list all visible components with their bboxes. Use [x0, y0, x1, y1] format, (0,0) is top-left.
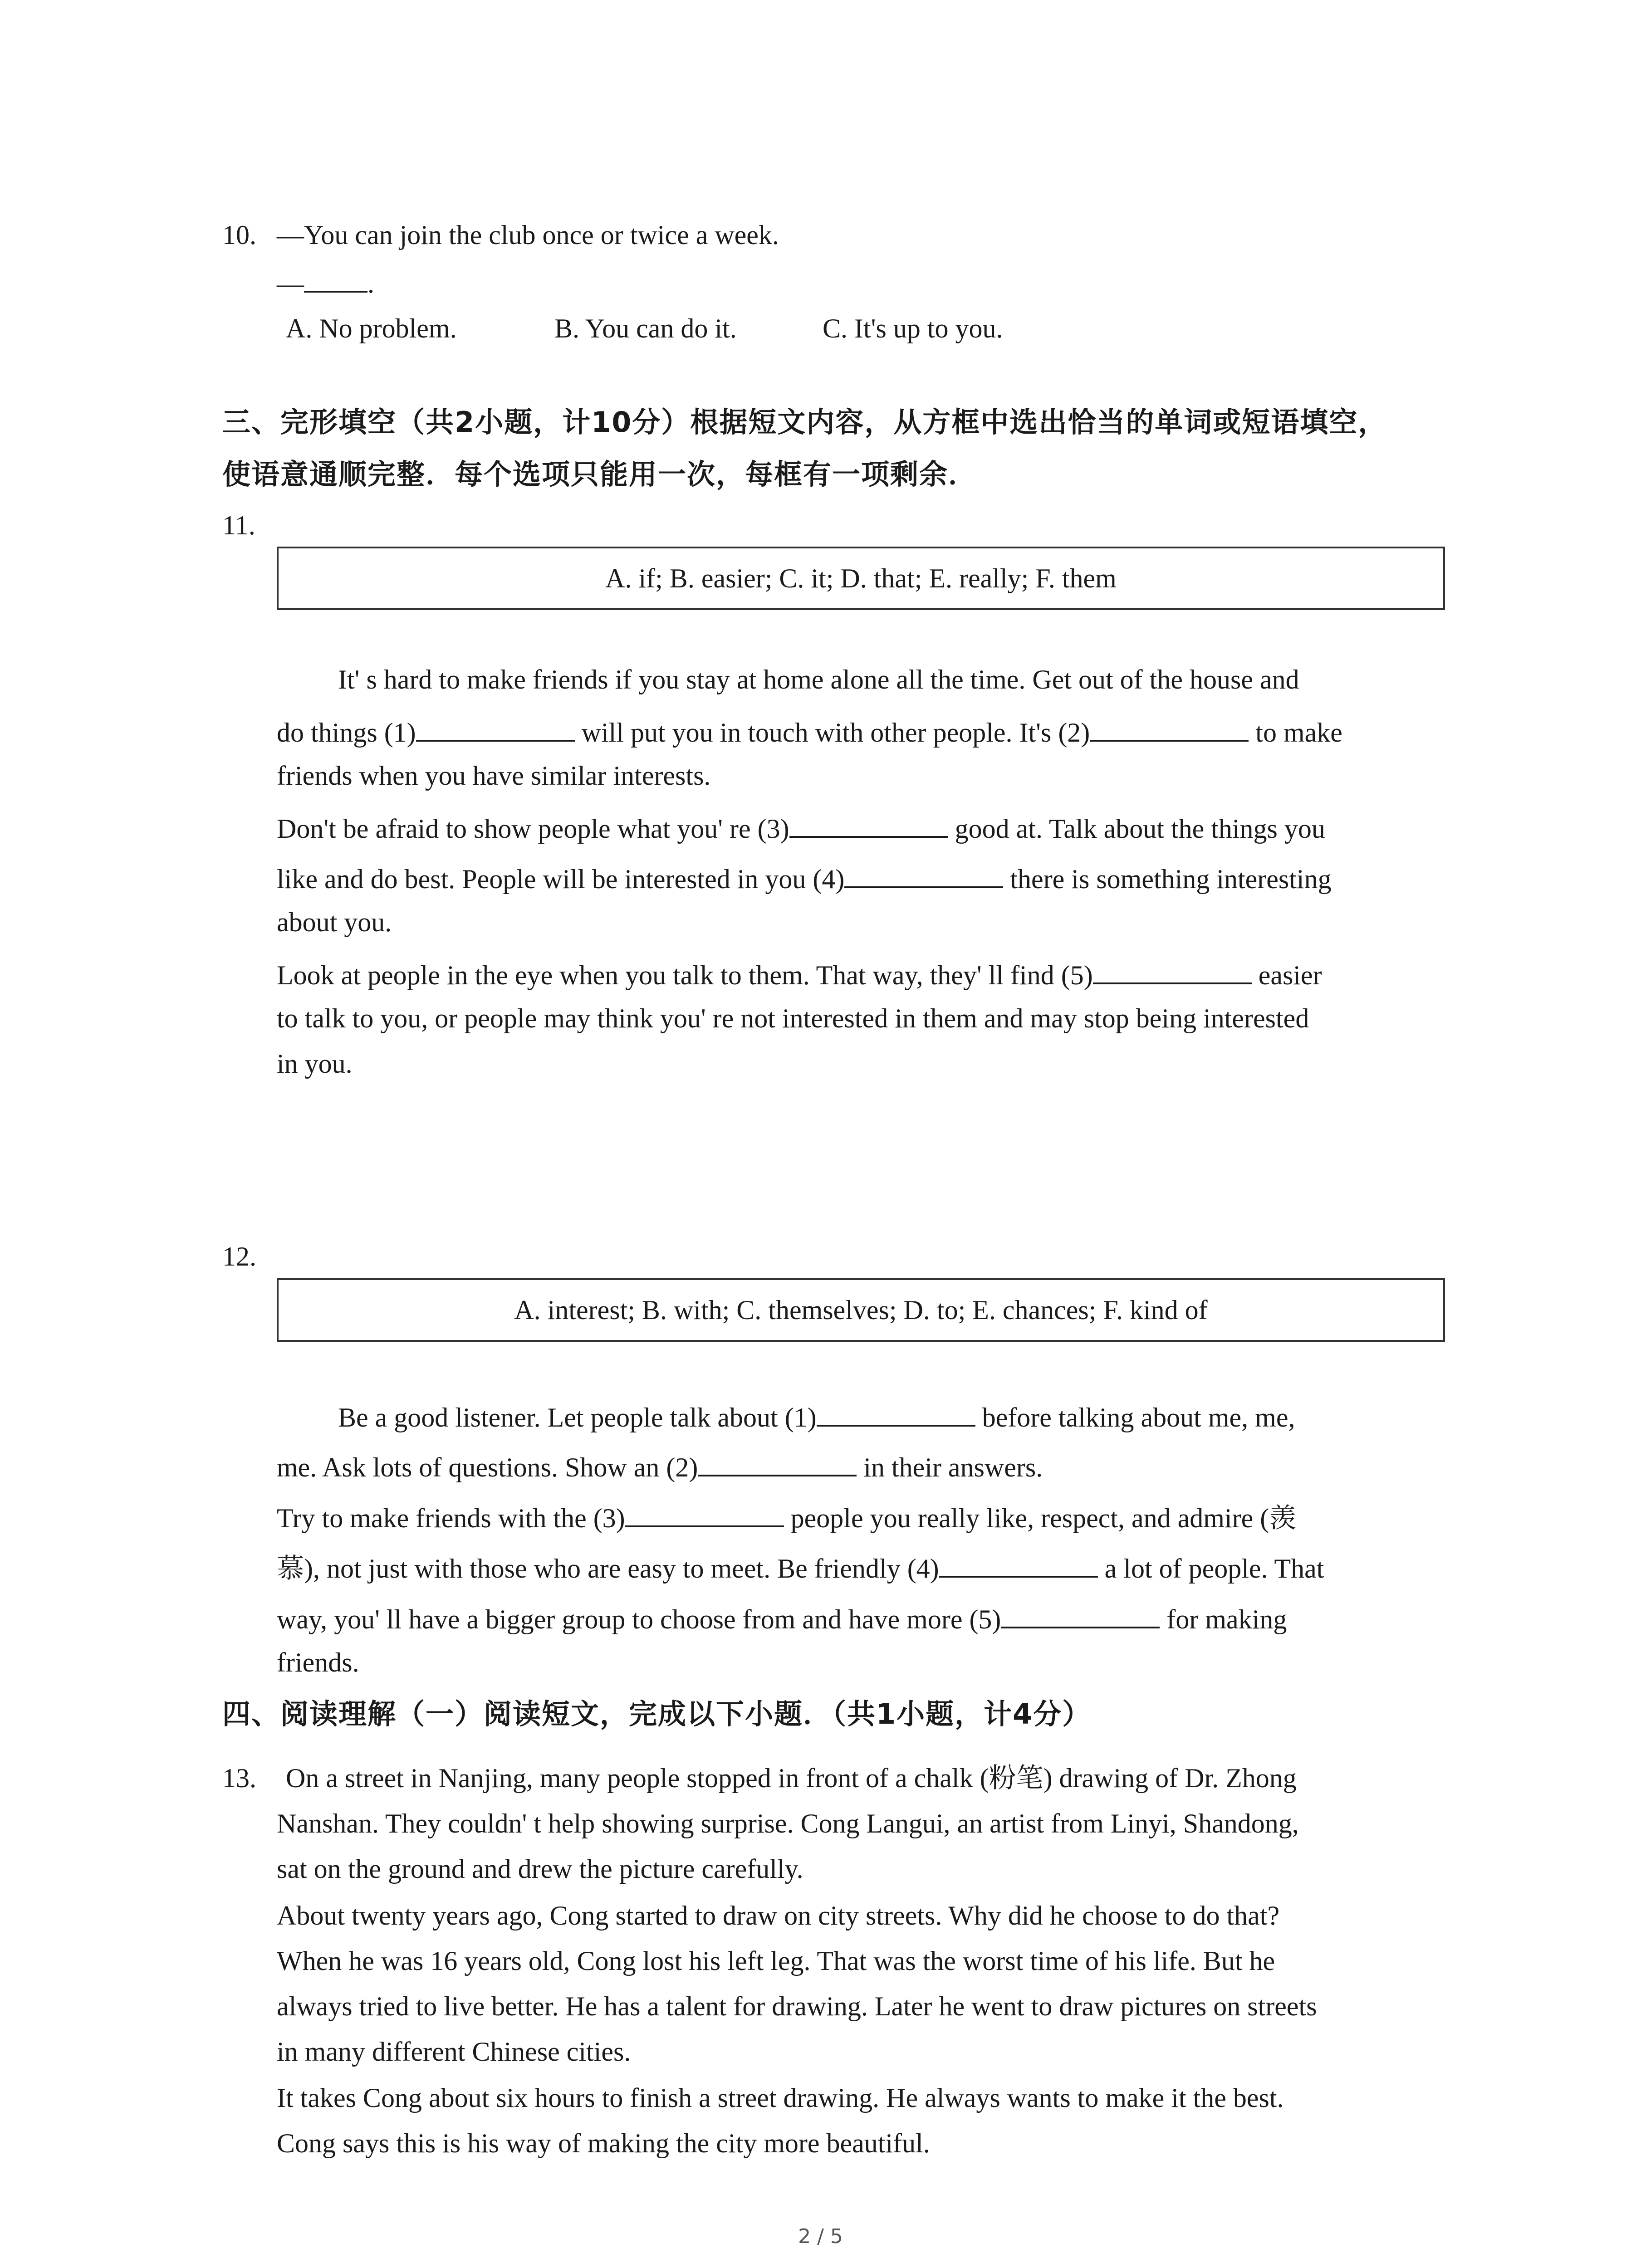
q12-line-3-a: Try to make friends with the (3)	[277, 1503, 625, 1533]
q12-line-2-a: me. Ask lots of questions. Show an (2)	[277, 1452, 698, 1482]
q11-line-9: in you.	[277, 1049, 353, 1079]
section4-heading: 四、阅读理解（一）阅读短文，完成以下小题．（共1小题，计4分）	[222, 1697, 1092, 1730]
q12-blank-3[interactable]	[625, 1502, 784, 1527]
q13-line-3: sat on the ground and drew the picture carefully.	[277, 1854, 803, 1884]
q11-line-2-c: to make	[1249, 718, 1342, 748]
q11-line-1: It' s hard to make friends if you stay at home alone all the time. Get out of the house and	[338, 665, 1299, 694]
q11-line-8: to talk to you, or people may think you' re not interested in them and may stop being interested	[277, 1003, 1309, 1033]
q12-line-3	[277, 1502, 1296, 1532]
q13-number: 13.	[222, 1763, 256, 1793]
q11-number: 11.	[222, 510, 255, 540]
q11-line-7	[277, 959, 1322, 989]
q11-blank-3[interactable]	[789, 813, 948, 838]
q11-line-5	[277, 863, 1332, 893]
q10-option-c[interactable]: C. It's up to you.	[823, 313, 1003, 343]
q11-line-4-b: good at. Talk about the things you	[948, 814, 1325, 844]
q13-line-9: Cong says this is his way of making the city more beautiful.	[277, 2128, 930, 2158]
q12-blank-1[interactable]	[817, 1402, 975, 1427]
q11-blank-5[interactable]	[1093, 959, 1252, 984]
q12-line-2-b: in their answers.	[857, 1452, 1043, 1482]
q11-line-2	[277, 717, 1342, 746]
q12-blank-4[interactable]	[939, 1553, 1098, 1578]
q12-line-3-b: people you really like, respect, and admire (羡	[784, 1503, 1297, 1533]
q12-blank-2[interactable]	[698, 1452, 857, 1476]
q12-word-box-text: A. interest; B. with; C. themselves; D. to; E. chances; F. kind of	[514, 1295, 1208, 1325]
q10-number: 10.	[222, 220, 256, 250]
section3-heading-line2: 使语意通顺完整．每个选项只能用一次，每框有一项剩余．	[222, 458, 978, 491]
q12-word-box	[277, 1278, 1445, 1342]
q11-word-box-text: A. if; B. easier; C. it; D. that; E. really; F. them	[605, 563, 1117, 593]
q12-line-6: friends.	[277, 1647, 359, 1677]
q13-line-4: About twenty years ago, Cong started to draw on city streets. Why did he choose to do that?	[277, 1901, 1280, 1931]
q12-line-5	[277, 1603, 1287, 1633]
q10-period: .	[367, 269, 374, 298]
q10-option-b[interactable]: B. You can do it.	[554, 313, 737, 343]
q12-line-1-a: Be a good listener. Let people talk about (1)	[338, 1403, 817, 1432]
q13-line-7: in many different Chinese cities.	[277, 2037, 631, 2067]
q12-line-4-b: a lot of people. That	[1097, 1554, 1324, 1584]
q11-blank-4[interactable]	[844, 863, 1003, 888]
q13-line-8: It takes Cong about six hours to finish a street drawing. He always wants to make it the best.	[277, 2083, 1284, 2113]
q11-word-box	[277, 547, 1445, 610]
q11-line-5-b: there is something interesting	[1003, 864, 1332, 894]
q12-line-4	[277, 1553, 1324, 1582]
q10-dash: —	[277, 269, 304, 298]
q13-line-5: When he was 16 years old, Cong lost his left leg. That was the worst time of his life. But he	[277, 1946, 1275, 1976]
q12-line-2	[277, 1452, 1043, 1481]
q11-line-5-a: like and do best. People will be interested in you (4)	[277, 864, 845, 894]
q11-line-7-b: easier	[1251, 960, 1322, 990]
q11-line-4-a: Don't be afraid to show people what you' re (3)	[277, 814, 789, 844]
q12-line-1	[338, 1402, 1295, 1431]
q10-prompt: —You can join the club once or twice a week.	[277, 220, 779, 250]
q13-line-1: On a street in Nanjing, many people stopped in front of a chalk (粉笔) drawing of Dr. Zhong	[286, 1763, 1297, 1793]
q11-line-2-a: do things (1)	[277, 718, 416, 748]
q10-blank[interactable]	[304, 268, 367, 293]
q13-line-6: always tried to live better. He has a talent for drawing. Later he went to draw pictures on streets	[277, 1991, 1317, 2021]
section3-heading-line1: 三、完形填空（共2小题，计10分）根据短文内容，从方框中选出恰当的单词或短语填空，	[222, 406, 1387, 439]
q11-line-3: friends when you have similar interests.	[277, 761, 711, 791]
q12-number: 12.	[222, 1242, 256, 1271]
q10-answer-line	[277, 268, 374, 297]
page-number: 2 / 5	[798, 2225, 843, 2248]
q11-line-4	[277, 813, 1325, 842]
q12-line-1-b: before talking about me, me,	[975, 1403, 1295, 1432]
q11-blank-2[interactable]	[1090, 717, 1249, 742]
q12-line-5-a: way, you' ll have a bigger group to choose from and have more (5)	[277, 1604, 1001, 1634]
q12-blank-5[interactable]	[1001, 1603, 1160, 1628]
q11-line-6: about you.	[277, 907, 392, 937]
q10-option-a[interactable]: A. No problem.	[286, 313, 457, 343]
q11-blank-1[interactable]	[416, 717, 575, 742]
q11-line-7-a: Look at people in the eye when you talk to them. That way, they' ll find (5)	[277, 960, 1093, 990]
q12-line-4-a: 慕), not just with those who are easy to meet. Be friendly (4)	[277, 1554, 939, 1584]
q13-line-2: Nanshan. They couldn' t help showing surprise. Cong Langui, an artist from Linyi, Shandong,	[277, 1809, 1299, 1838]
q11-line-2-b: will put you in touch with other people. It's (2)	[574, 718, 1090, 748]
q12-line-5-b: for making	[1160, 1604, 1287, 1634]
